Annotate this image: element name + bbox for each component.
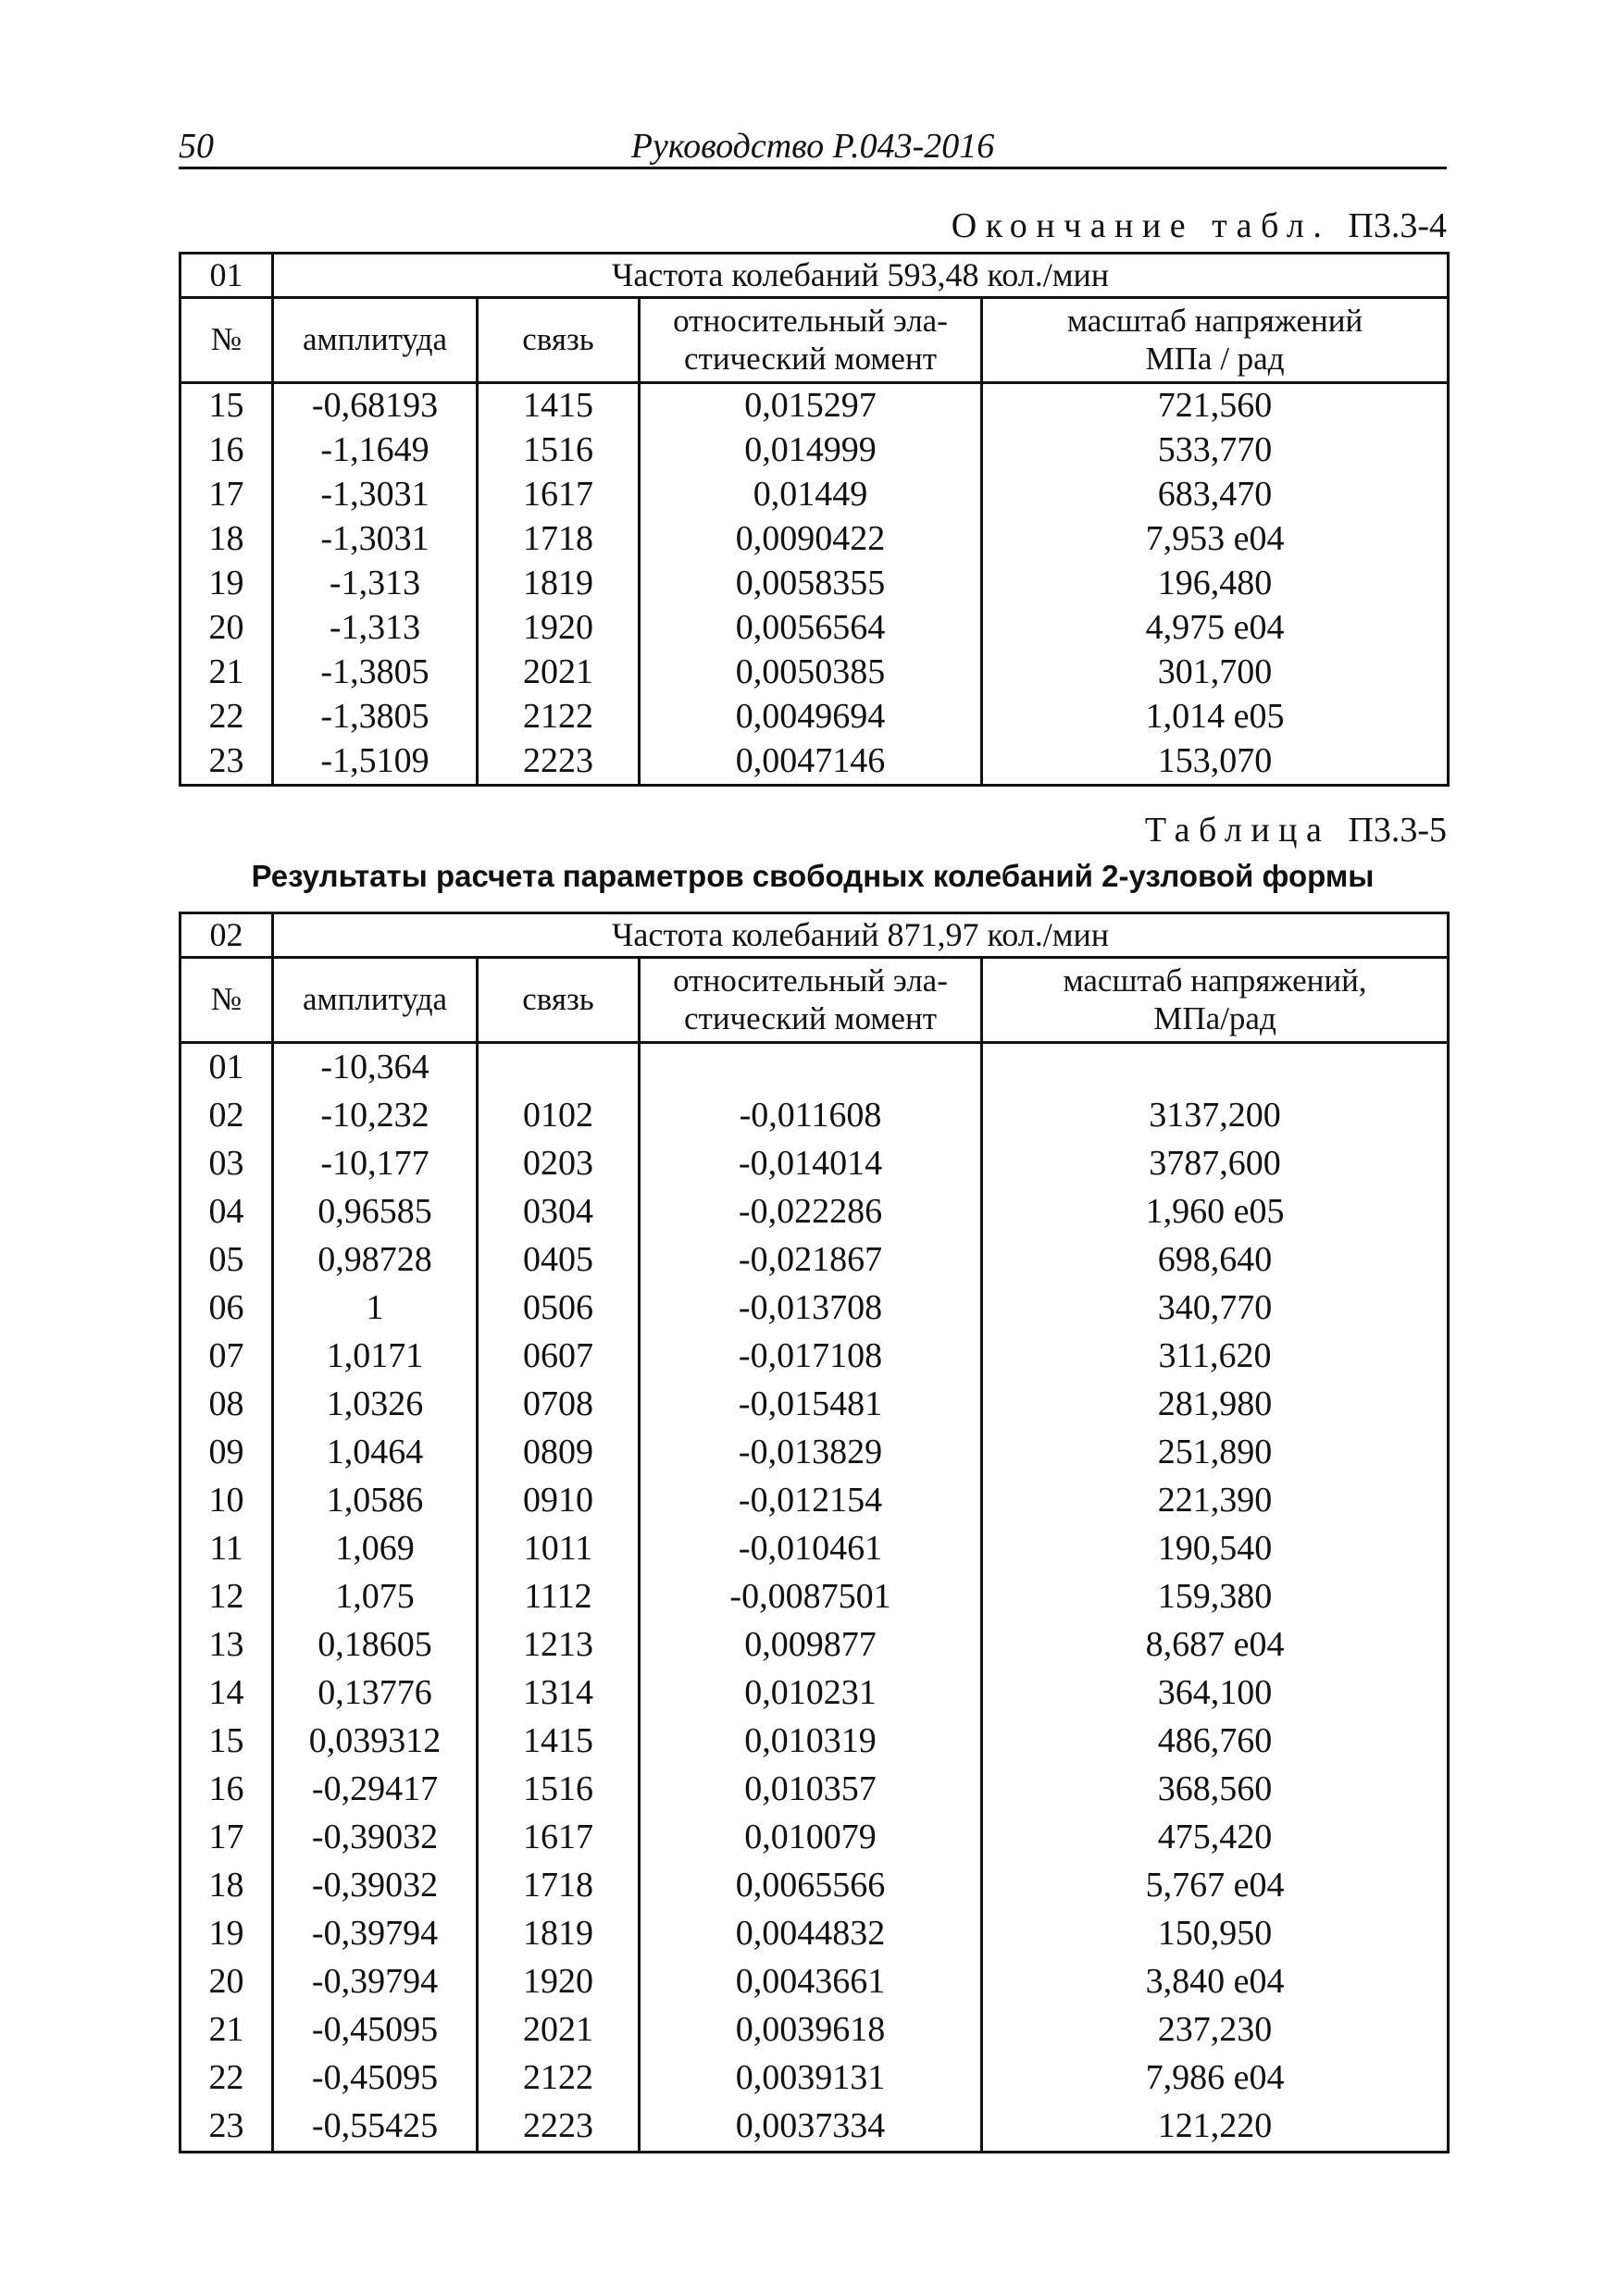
cell-link: 1112 xyxy=(478,1573,640,1621)
cell-number: 23 xyxy=(180,739,273,786)
cell-link: 2223 xyxy=(478,739,640,786)
cell-moment: 0,015297 xyxy=(640,383,982,429)
cell-link: 2122 xyxy=(478,2054,640,2103)
cell-scale: 281,980 xyxy=(982,1381,1449,1429)
cell-amplitude: -1,313 xyxy=(273,606,478,651)
cell-number: 03 xyxy=(180,1140,273,1188)
cell-number: 16 xyxy=(180,428,273,473)
cell-number: 17 xyxy=(180,1814,273,1862)
cell-link: 1819 xyxy=(478,562,640,606)
cell-number: 05 xyxy=(180,1236,273,1285)
cell-moment: -0,015481 xyxy=(640,1381,982,1429)
table1-col-link: связь xyxy=(478,298,640,383)
table2-col-moment-line2: стический момент xyxy=(683,999,937,1036)
cell-scale: 190,540 xyxy=(982,1525,1449,1573)
table2-caption xyxy=(1145,810,1447,850)
table1-body xyxy=(180,383,1449,786)
cell-number: 06 xyxy=(180,1285,273,1333)
cell-amplitude: -0,29417 xyxy=(273,1766,478,1814)
cell-amplitude: 0,96585 xyxy=(273,1188,478,1236)
table1-col-amplitude: амплитуда xyxy=(273,298,478,383)
cell-moment: 0,0039131 xyxy=(640,2054,982,2103)
cell-link: 2021 xyxy=(478,651,640,695)
cell-moment: -0,013708 xyxy=(640,1285,982,1333)
table-row xyxy=(180,1188,1449,1236)
cell-link: 0506 xyxy=(478,1285,640,1333)
cell-moment: 0,010319 xyxy=(640,1718,982,1766)
cell-amplitude: -10,364 xyxy=(273,1043,478,1093)
cell-amplitude: 0,039312 xyxy=(273,1718,478,1766)
cell-moment: 0,0047146 xyxy=(640,739,982,786)
cell-number: 20 xyxy=(180,606,273,651)
cell-scale: 7,953 e04 xyxy=(982,517,1449,562)
cell-link: 0405 xyxy=(478,1236,640,1285)
cell-number: 19 xyxy=(180,1910,273,1958)
cell-moment: 0,0037334 xyxy=(640,2103,982,2153)
cell-link: 1617 xyxy=(478,1814,640,1862)
cell-scale: 340,770 xyxy=(982,1285,1449,1333)
cell-link: 0910 xyxy=(478,1477,640,1525)
cell-scale: 159,380 xyxy=(982,1573,1449,1621)
table1-col-moment-line2: стический момент xyxy=(683,340,937,377)
table-row xyxy=(180,1285,1449,1333)
table-row xyxy=(180,1381,1449,1429)
table-row xyxy=(180,1718,1449,1766)
cell-link: 1920 xyxy=(478,1958,640,2006)
cell-link: 2223 xyxy=(478,2103,640,2153)
cell-moment: 0,01449 xyxy=(640,473,982,517)
cell-moment: -0,0087501 xyxy=(640,1573,982,1621)
table-row xyxy=(180,2054,1449,2103)
cell-link: 2021 xyxy=(478,2006,640,2054)
cell-amplitude: -1,5109 xyxy=(273,739,478,786)
cell-amplitude: -0,45095 xyxy=(273,2054,478,2103)
table-row xyxy=(180,1043,1449,1093)
cell-scale: 486,760 xyxy=(982,1718,1449,1766)
table2-col-number: № xyxy=(180,958,273,1043)
table-row xyxy=(180,1429,1449,1477)
cell-amplitude: 1,0171 xyxy=(273,1333,478,1381)
cell-link: 0102 xyxy=(478,1092,640,1140)
cell-number: 01 xyxy=(180,1043,273,1093)
cell-moment: -0,011608 xyxy=(640,1092,982,1140)
table-row xyxy=(180,651,1449,695)
cell-number: 15 xyxy=(180,383,273,429)
cell-moment: 0,010357 xyxy=(640,1766,982,1814)
cell-scale: 533,770 xyxy=(982,428,1449,473)
table2-frequency: Частота колебаний 871,97 кол./мин xyxy=(273,913,1449,958)
cell-number: 10 xyxy=(180,1477,273,1525)
table2-col-scale xyxy=(982,958,1449,1043)
cell-link: 1011 xyxy=(478,1525,640,1573)
cell-moment: 0,009877 xyxy=(640,1621,982,1669)
table-row xyxy=(180,517,1449,562)
cell-amplitude: 1,0326 xyxy=(273,1381,478,1429)
cell-scale: 3,840 e04 xyxy=(982,1958,1449,2006)
table-row xyxy=(180,1669,1449,1718)
cell-amplitude: 1,0464 xyxy=(273,1429,478,1477)
cell-scale: 1,014 e05 xyxy=(982,695,1449,739)
table-row xyxy=(180,739,1449,786)
table2-col-scale-line2: МПа/рад xyxy=(1153,999,1276,1036)
table2-col-link: связь xyxy=(478,958,640,1043)
cell-amplitude: -0,68193 xyxy=(273,383,478,429)
cell-moment: -0,010461 xyxy=(640,1525,982,1573)
cell-moment: 0,010231 xyxy=(640,1669,982,1718)
cell-amplitude: -1,3031 xyxy=(273,473,478,517)
page-header xyxy=(179,122,1447,169)
cell-link: 1415 xyxy=(478,383,640,429)
cell-scale: 196,480 xyxy=(982,562,1449,606)
cell-link: 1213 xyxy=(478,1621,640,1669)
cell-amplitude: 0,98728 xyxy=(273,1236,478,1285)
table-row xyxy=(180,1477,1449,1525)
cell-number: 20 xyxy=(180,1958,273,2006)
table-row xyxy=(180,1958,1449,2006)
cell-amplitude: 1,0586 xyxy=(273,1477,478,1525)
cell-scale: 150,950 xyxy=(982,1910,1449,1958)
cell-number: 15 xyxy=(180,1718,273,1766)
cell-link: 0304 xyxy=(478,1188,640,1236)
cell-moment xyxy=(640,1043,982,1093)
cell-moment: 0,0043661 xyxy=(640,1958,982,2006)
cell-link xyxy=(478,1043,640,1093)
cell-amplitude: -1,3031 xyxy=(273,517,478,562)
cell-scale: 4,975 e04 xyxy=(982,606,1449,651)
table-row xyxy=(180,1573,1449,1621)
cell-scale: 721,560 xyxy=(982,383,1449,429)
cell-amplitude: 1,075 xyxy=(273,1573,478,1621)
cell-amplitude: -1,313 xyxy=(273,562,478,606)
cell-amplitude: -1,3805 xyxy=(273,651,478,695)
table-row xyxy=(180,383,1449,429)
cell-amplitude: 1,069 xyxy=(273,1525,478,1573)
table1-caption-prefix: Окончание табл. xyxy=(951,206,1331,245)
cell-scale: 311,620 xyxy=(982,1333,1449,1381)
cell-scale: 153,070 xyxy=(982,739,1449,786)
cell-number: 13 xyxy=(180,1621,273,1669)
cell-link: 0708 xyxy=(478,1381,640,1429)
cell-number: 22 xyxy=(180,695,273,739)
cell-scale: 8,687 e04 xyxy=(982,1621,1449,1669)
cell-scale: 251,890 xyxy=(982,1429,1449,1477)
cell-amplitude: -0,45095 xyxy=(273,2006,478,2054)
cell-scale: 7,986 e04 xyxy=(982,2054,1449,2103)
cell-moment: 0,0058355 xyxy=(640,562,982,606)
cell-number: 14 xyxy=(180,1669,273,1718)
table-row xyxy=(180,1525,1449,1573)
table-row xyxy=(180,1140,1449,1188)
cell-scale: 683,470 xyxy=(982,473,1449,517)
table2-col-moment xyxy=(640,958,982,1043)
cell-scale: 5,767 e04 xyxy=(982,1862,1449,1910)
cell-number: 18 xyxy=(180,1862,273,1910)
table2-caption-prefix: Таблица xyxy=(1144,811,1331,850)
table-row xyxy=(180,562,1449,606)
cell-moment: 0,0065566 xyxy=(640,1862,982,1910)
cell-number: 17 xyxy=(180,473,273,517)
cell-number: 22 xyxy=(180,2054,273,2103)
table-row xyxy=(180,1092,1449,1140)
cell-amplitude: -0,39794 xyxy=(273,1910,478,1958)
cell-number: 09 xyxy=(180,1429,273,1477)
table-row xyxy=(180,2006,1449,2054)
cell-scale: 237,230 xyxy=(982,2006,1449,2054)
cell-number: 04 xyxy=(180,1188,273,1236)
running-title: Руководство Р.043-2016 xyxy=(630,127,995,166)
cell-number: 18 xyxy=(180,517,273,562)
cell-moment: 0,010079 xyxy=(640,1814,982,1862)
cell-moment: 0,0050385 xyxy=(640,651,982,695)
cell-link: 0809 xyxy=(478,1429,640,1477)
table1-mode: 01 xyxy=(180,254,273,298)
table-row xyxy=(180,2103,1449,2153)
table2-mode: 02 xyxy=(180,913,273,958)
cell-moment: 0,0049694 xyxy=(640,695,982,739)
table-row xyxy=(180,1862,1449,1910)
cell-scale: 368,560 xyxy=(982,1766,1449,1814)
table1-col-scale-line2: МПа / рад xyxy=(1145,340,1285,377)
table-row xyxy=(180,606,1449,651)
cell-amplitude: -1,1649 xyxy=(273,428,478,473)
cell-link: 1516 xyxy=(478,1766,640,1814)
cell-link: 1617 xyxy=(478,473,640,517)
cell-number: 12 xyxy=(180,1573,273,1621)
table-row xyxy=(180,428,1449,473)
cell-link: 1415 xyxy=(478,1718,640,1766)
cell-scale: 221,390 xyxy=(982,1477,1449,1525)
table-row xyxy=(180,1766,1449,1814)
table2-body xyxy=(180,1043,1449,2153)
table-row xyxy=(180,473,1449,517)
table1-col-number: № xyxy=(180,298,273,383)
table-row xyxy=(180,1910,1449,1958)
cell-amplitude: -0,39032 xyxy=(273,1814,478,1862)
cell-moment: -0,013829 xyxy=(640,1429,982,1477)
table1-col-moment xyxy=(640,298,982,383)
table1-col-moment-line1: относительный эла- xyxy=(673,303,948,340)
table2 xyxy=(179,912,1450,2153)
table1-col-scale-line1: масштаб напряжений xyxy=(1066,303,1363,340)
cell-link: 2122 xyxy=(478,695,640,739)
table-row xyxy=(180,1236,1449,1285)
cell-amplitude: -1,3805 xyxy=(273,695,478,739)
cell-link: 1718 xyxy=(478,517,640,562)
cell-amplitude: 0,13776 xyxy=(273,1669,478,1718)
cell-link: 0607 xyxy=(478,1333,640,1381)
cell-number: 16 xyxy=(180,1766,273,1814)
cell-moment: -0,014014 xyxy=(640,1140,982,1188)
cell-link: 1516 xyxy=(478,428,640,473)
table2-title: Результаты расчета параметров свободных колебаний 2-узловой формы xyxy=(251,859,1375,893)
cell-moment: 0,0090422 xyxy=(640,517,982,562)
cell-link: 0203 xyxy=(478,1140,640,1188)
cell-amplitude: -0,39794 xyxy=(273,1958,478,2006)
cell-link: 1819 xyxy=(478,1910,640,1958)
table1-col-scale xyxy=(982,298,1449,383)
cell-amplitude: -10,232 xyxy=(273,1092,478,1140)
table1-frequency: Частота колебаний 593,48 кол./мин xyxy=(273,254,1449,298)
table2-col-scale-line1: масштаб напряжений, xyxy=(1063,962,1367,999)
cell-scale: 698,640 xyxy=(982,1236,1449,1285)
table2-col-amplitude: амплитуда xyxy=(273,958,478,1043)
cell-link: 1718 xyxy=(478,1862,640,1910)
cell-amplitude: 1 xyxy=(273,1285,478,1333)
cell-scale: 301,700 xyxy=(982,651,1449,695)
cell-moment: 0,0044832 xyxy=(640,1910,982,1958)
cell-amplitude: -0,55425 xyxy=(273,2103,478,2153)
cell-link: 1314 xyxy=(478,1669,640,1718)
cell-number: 07 xyxy=(180,1333,273,1381)
cell-moment: -0,021867 xyxy=(640,1236,982,1285)
cell-number: 23 xyxy=(180,2103,273,2153)
cell-amplitude: -0,39032 xyxy=(273,1862,478,1910)
cell-moment: -0,012154 xyxy=(640,1477,982,1525)
cell-number: 21 xyxy=(180,2006,273,2054)
table-row xyxy=(180,1333,1449,1381)
cell-link: 1920 xyxy=(478,606,640,651)
cell-moment: -0,022286 xyxy=(640,1188,982,1236)
table-row xyxy=(180,1814,1449,1862)
table-row xyxy=(180,695,1449,739)
page-number: 50 xyxy=(179,127,214,166)
cell-scale: 121,220 xyxy=(982,2103,1449,2153)
cell-scale: 475,420 xyxy=(982,1814,1449,1862)
cell-moment: -0,017108 xyxy=(640,1333,982,1381)
table2-caption-number: П3.3-5 xyxy=(1348,811,1447,850)
cell-moment: 0,0056564 xyxy=(640,606,982,651)
table-row xyxy=(180,1621,1449,1669)
cell-number: 19 xyxy=(180,562,273,606)
cell-scale: 364,100 xyxy=(982,1669,1449,1718)
cell-scale: 1,960 e05 xyxy=(982,1188,1449,1236)
table2-col-moment-line1: относительный эла- xyxy=(673,962,948,999)
cell-number: 02 xyxy=(180,1092,273,1140)
cell-scale: 3137,200 xyxy=(982,1092,1449,1140)
cell-scale xyxy=(982,1043,1449,1093)
cell-scale: 3787,600 xyxy=(982,1140,1449,1188)
table1-caption-number: П3.3-4 xyxy=(1348,206,1447,245)
cell-moment: 0,0039618 xyxy=(640,2006,982,2054)
cell-amplitude: -10,177 xyxy=(273,1140,478,1188)
cell-moment: 0,014999 xyxy=(640,428,982,473)
table1-caption xyxy=(952,205,1447,246)
table1 xyxy=(179,252,1450,787)
cell-number: 08 xyxy=(180,1381,273,1429)
cell-number: 21 xyxy=(180,651,273,695)
cell-number: 11 xyxy=(180,1525,273,1573)
cell-amplitude: 0,18605 xyxy=(273,1621,478,1669)
